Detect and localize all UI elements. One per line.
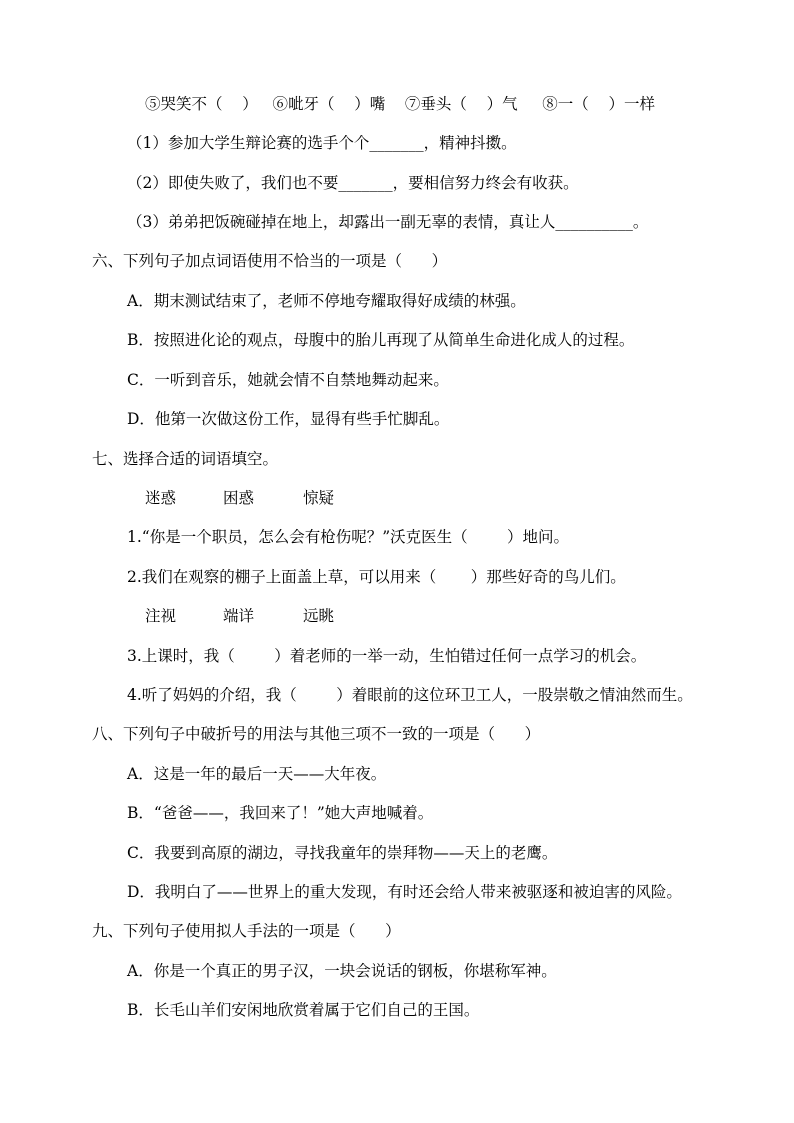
question-9-heading: 九、下列句子使用拟人手法的一项是（ ） — [92, 922, 401, 940]
question-6-option-a: A．期末测试结束了，老师不停地夸耀取得好成绩的林强。 — [127, 292, 526, 310]
sentence-2: （2）即使失败了，我们也不要_______，要相信努力终会有收获。 — [127, 174, 579, 192]
question-7-sentence-4: 4.听了妈妈的介绍，我（ ）着眼前的这位环卫工人，一股崇敬之情油然而生。 — [127, 686, 693, 704]
question-8-option-c: C．我要到高原的湖边，寻找我童年的崇拜物——天上的老鹰。 — [127, 844, 558, 862]
word-option: 注视 — [145, 607, 177, 625]
question-7-sentence-1: 1.“你是一个职员，怎么会有枪伤呢？”沃克医生（ ）地问。 — [127, 528, 570, 546]
question-8-option-a: A．这是一年的最后一天——大年夜。 — [127, 765, 387, 783]
word-option: 困惑 — [223, 489, 255, 507]
word-group-1 — [145, 488, 445, 508]
sentence-1: （1）参加大学生辩论赛的选手个个_______，精神抖擞。 — [127, 134, 517, 152]
question-9-option-a: A．你是一个真正的男子汉，一块会说话的钢板，你堪称军神。 — [127, 962, 557, 980]
word-option: 迷惑 — [145, 489, 177, 507]
question-7-sentence-2: 2.我们在观察的棚子上面盖上草，可以用来（ ）那些好奇的鸟儿们。 — [127, 568, 626, 586]
idiom-fill-line: ⑤哭笑不（ ） ⑥呲牙（ ）嘴 ⑦垂头（ ）气 ⑧一（ ）一样 — [145, 95, 655, 113]
word-option: 端详 — [223, 607, 255, 625]
question-6-option-b: B．按照进化论的观点，母腹中的胎儿再现了从简单生命进化成人的过程。 — [127, 331, 635, 349]
question-6-option-d: D．他第一次做这份工作，显得有些手忙脚乱。 — [127, 410, 450, 428]
question-9-option-b: B．长毛山羊们安闲地欣赏着属于它们自己的王国。 — [127, 1001, 480, 1019]
word-option: 惊疑 — [303, 489, 335, 507]
question-7-heading: 七、选择合适的词语填空。 — [92, 450, 279, 468]
question-8-option-d: D．我明白了——世界上的重大发现，有时还会给人带来被驱逐和被迫害的风险。 — [127, 883, 682, 901]
word-option: 远眺 — [303, 607, 335, 625]
question-6-heading: 六、下列句子加点词语使用不恰当的一项是（ ） — [92, 252, 448, 270]
sentence-3: （3）弟弟把饭碗碰掉在地上，却露出一副无辜的表情，真让人__________。 — [127, 213, 649, 231]
question-6-option-c: C．一听到音乐，她就会情不自禁地舞动起来。 — [127, 371, 449, 389]
word-group-2 — [145, 606, 445, 626]
question-7-sentence-3: 3.上课时，我（ ）着老师的一举一动，生怕错过任何一点学习的机会。 — [127, 647, 647, 665]
question-8-option-b: B．“爸爸——，我回来了！”她大声地喊着。 — [127, 804, 434, 822]
question-8-heading: 八、下列句子中破折号的用法与其他三项不一致的一项是（ ） — [92, 725, 541, 743]
